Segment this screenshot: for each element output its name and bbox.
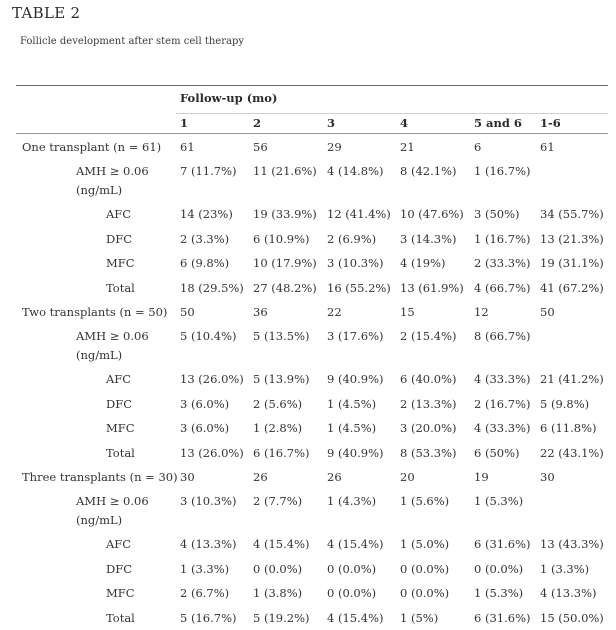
one-transplant-afc-value: 10 (47.6%) — [400, 207, 464, 221]
three-transplants-mfc-value: 1 (5.3%) — [474, 586, 524, 600]
two-transplants-afc-value: 9 (40.9%) — [327, 372, 384, 386]
one-transplant-afc-value: 12 (41.4%) — [327, 207, 391, 221]
two-transplants-amh-unit: (ng/mL) — [76, 348, 123, 362]
two-transplants-afc-value: 13 (26.0%) — [180, 372, 244, 386]
one-transplant-mfc-value: 6 (9.8%) — [180, 256, 230, 270]
column-header-1: 1 — [180, 116, 189, 130]
one-transplant-dfc-value: 6 (10.9%) — [253, 231, 310, 246]
one-transplant-dfc-value: 2 (3.3%) — [180, 231, 230, 246]
two-transplants-value: 50 — [180, 305, 195, 319]
three-transplants-afc-value: 6 (31.6%) — [474, 537, 531, 551]
two-transplants-amh-value: 3 (17.6%) — [327, 329, 384, 343]
one-transplant-amh-value: 8 (42.1%) — [400, 164, 457, 178]
one-transplant-value: 21 — [400, 140, 415, 154]
three-transplants-afc-label: AFC — [106, 537, 132, 551]
three-transplants-total-value: 5 (19.2%) — [253, 610, 310, 625]
three-transplants-value: 30 — [540, 470, 555, 484]
two-transplants-value: 22 — [327, 305, 342, 319]
three-transplants-dfc-value: 1 (3.3%) — [180, 561, 230, 576]
two-transplants-dfc-label: DFC — [106, 396, 132, 411]
three-transplants-dfc-value: 0 (0.0%) — [400, 561, 450, 576]
three-transplants-value: 26 — [327, 470, 342, 484]
column-header-2: 2 — [253, 116, 262, 130]
two-transplants-total-value: 8 (53.3%) — [400, 445, 457, 460]
two-transplants-total-value: 6 (16.7%) — [253, 445, 310, 460]
one-transplant-afc-value: 19 (33.9%) — [253, 207, 317, 221]
one-transplant-label: One transplant (n = 61) — [22, 140, 162, 154]
three-transplants-mfc-value: 0 (0.0%) — [327, 586, 377, 600]
three-transplants-total-value: 6 (31.6%) — [474, 610, 531, 625]
three-transplants-dfc-value: 1 (3.3%) — [540, 561, 590, 576]
top-rule — [16, 85, 608, 86]
one-transplant-mfc-value: 3 (10.3%) — [327, 256, 384, 270]
header-rule — [16, 133, 608, 134]
one-transplant-mfc-label: MFC — [106, 256, 135, 270]
three-transplants-mfc-value: 4 (13.3%) — [540, 586, 597, 600]
two-transplants-afc-value: 5 (13.9%) — [253, 372, 310, 386]
three-transplants-dfc-value: 0 (0.0%) — [474, 561, 524, 576]
three-transplants-amh-value: 3 (10.3%) — [180, 494, 237, 508]
three-transplants-mfc-value: 0 (0.0%) — [400, 586, 450, 600]
two-transplants-value: 12 — [474, 305, 489, 319]
one-transplant-total-value: 27 (48.2%) — [253, 280, 317, 295]
table-caption: Follicle development after stem cell therapy — [20, 36, 244, 47]
one-transplant-total-label: Total — [106, 280, 135, 295]
three-transplants-amh-value: 1 (4.3%) — [327, 494, 377, 508]
table-label: TABLE 2 — [12, 4, 81, 22]
column-header-5-and-6: 5 and 6 — [474, 116, 522, 130]
two-transplants-dfc-value: 5 (9.8%) — [540, 396, 590, 411]
three-transplants-dfc-value: 0 (0.0%) — [327, 561, 377, 576]
one-transplant-dfc-value: 3 (14.3%) — [400, 231, 457, 246]
two-transplants-value: 50 — [540, 305, 555, 319]
one-transplant-total-value: 18 (29.5%) — [180, 280, 244, 295]
two-transplants-value: 15 — [400, 305, 415, 319]
three-transplants-afc-value: 4 (13.3%) — [180, 537, 237, 551]
two-transplants-afc-label: AFC — [106, 372, 132, 386]
one-transplant-total-value: 4 (66.7%) — [474, 280, 531, 295]
one-transplant-afc-value: 14 (23%) — [180, 207, 233, 221]
two-transplants-afc-value: 4 (33.3%) — [474, 372, 531, 386]
one-transplant-amh-value: 1 (16.7%) — [474, 164, 531, 178]
one-transplant-afc-value: 34 (55.7%) — [540, 207, 604, 221]
one-transplant-amh-value: 7 (11.7%) — [180, 164, 237, 178]
three-transplants-amh-unit: (ng/mL) — [76, 513, 123, 527]
one-transplant-mfc-value: 10 (17.9%) — [253, 256, 317, 270]
two-transplants-total-value: 9 (40.9%) — [327, 445, 384, 460]
two-transplants-label: Two transplants (n = 50) — [22, 305, 168, 319]
one-transplant-total-value: 16 (55.2%) — [327, 280, 391, 295]
three-transplants-afc-value: 4 (15.4%) — [327, 537, 384, 551]
three-transplants-amh-value: 1 (5.3%) — [474, 494, 524, 508]
one-transplant-mfc-value: 4 (19%) — [400, 256, 446, 270]
two-transplants-total-value: 22 (43.1%) — [540, 445, 604, 460]
three-transplants-total-value: 1 (5%) — [400, 610, 439, 625]
two-transplants-mfc-value: 4 (33.3%) — [474, 421, 531, 435]
three-transplants-amh-value: 1 (5.6%) — [400, 494, 450, 508]
two-transplants-dfc-value: 3 (6.0%) — [180, 396, 230, 411]
three-transplants-value: 30 — [180, 470, 195, 484]
one-transplant-total-value: 13 (61.9%) — [400, 280, 464, 295]
two-transplants-total-value: 6 (50%) — [474, 445, 520, 460]
one-transplant-amh-value: 11 (21.6%) — [253, 164, 317, 178]
two-transplants-amh-value: 2 (15.4%) — [400, 329, 457, 343]
two-transplants-mfc-value: 3 (6.0%) — [180, 421, 230, 435]
three-transplants-value: 20 — [400, 470, 415, 484]
three-transplants-mfc-label: MFC — [106, 586, 135, 600]
two-transplants-afc-value: 6 (40.0%) — [400, 372, 457, 386]
two-transplants-dfc-value: 2 (16.7%) — [474, 396, 531, 411]
two-transplants-mfc-value: 6 (11.8%) — [540, 421, 597, 435]
one-transplant-value: 29 — [327, 140, 342, 154]
three-transplants-afc-value: 4 (15.4%) — [253, 537, 310, 551]
two-transplants-dfc-value: 2 (13.3%) — [400, 396, 457, 411]
three-transplants-dfc-label: DFC — [106, 561, 132, 576]
two-transplants-total-label: Total — [106, 445, 135, 460]
one-transplant-afc-label: AFC — [106, 207, 132, 221]
two-transplants-mfc-value: 1 (2.8%) — [253, 421, 303, 435]
column-header-3: 3 — [327, 116, 336, 130]
one-transplant-mfc-value: 2 (33.3%) — [474, 256, 531, 270]
one-transplant-dfc-value: 13 (21.3%) — [540, 231, 604, 246]
two-transplants-value: 36 — [253, 305, 268, 319]
three-transplants-afc-value: 1 (5.0%) — [400, 537, 450, 551]
three-transplants-dfc-value: 0 (0.0%) — [253, 561, 303, 576]
one-transplant-afc-value: 3 (50%) — [474, 207, 520, 221]
two-transplants-total-value: 13 (26.0%) — [180, 445, 244, 460]
one-transplant-dfc-value: 1 (16.7%) — [474, 231, 531, 246]
two-transplants-mfc-label: MFC — [106, 421, 135, 435]
column-header-1-6: 1-6 — [540, 116, 561, 130]
one-transplant-value: 61 — [540, 140, 555, 154]
three-transplants-amh-label: AMH ≥ 0.06 — [76, 494, 149, 508]
three-transplants-value: 19 — [474, 470, 489, 484]
three-transplants-afc-value: 13 (43.3%) — [540, 537, 604, 551]
two-transplants-mfc-value: 1 (4.5%) — [327, 421, 377, 435]
two-transplants-mfc-value: 3 (20.0%) — [400, 421, 457, 435]
two-transplants-afc-value: 21 (41.2%) — [540, 372, 604, 386]
two-transplants-amh-value: 5 (13.5%) — [253, 329, 310, 343]
three-transplants-amh-value: 2 (7.7%) — [253, 494, 303, 508]
one-transplant-amh-unit: (ng/mL) — [76, 183, 123, 197]
three-transplants-total-value: 15 (50.0%) — [540, 610, 604, 625]
one-transplant-dfc-value: 2 (6.9%) — [327, 231, 377, 246]
three-transplants-value: 26 — [253, 470, 268, 484]
two-transplants-dfc-value: 1 (4.5%) — [327, 396, 377, 411]
column-header-4: 4 — [400, 116, 409, 130]
one-transplant-mfc-value: 19 (31.1%) — [540, 256, 604, 270]
two-transplants-dfc-value: 2 (5.6%) — [253, 396, 303, 411]
two-transplants-amh-value: 5 (10.4%) — [180, 329, 237, 343]
two-transplants-amh-label: AMH ≥ 0.06 — [76, 329, 149, 343]
three-transplants-total-value: 5 (16.7%) — [180, 610, 237, 625]
three-transplants-total-value: 4 (15.4%) — [327, 610, 384, 625]
one-transplant-dfc-label: DFC — [106, 231, 132, 246]
one-transplant-value: 61 — [180, 140, 195, 154]
three-transplants-total-label: Total — [106, 610, 135, 625]
one-transplant-amh-label: AMH ≥ 0.06 — [76, 164, 149, 178]
one-transplant-value: 6 — [474, 140, 482, 154]
one-transplant-amh-value: 4 (14.8%) — [327, 164, 384, 178]
one-transplant-total-value: 41 (67.2%) — [540, 280, 604, 295]
three-transplants-label: Three transplants (n = 30) — [22, 470, 178, 484]
two-transplants-amh-value: 8 (66.7%) — [474, 329, 531, 343]
one-transplant-value: 56 — [253, 140, 268, 154]
three-transplants-mfc-value: 2 (6.7%) — [180, 586, 230, 600]
group-header: Follow-up (mo) — [180, 91, 278, 105]
three-transplants-mfc-value: 1 (3.8%) — [253, 586, 303, 600]
